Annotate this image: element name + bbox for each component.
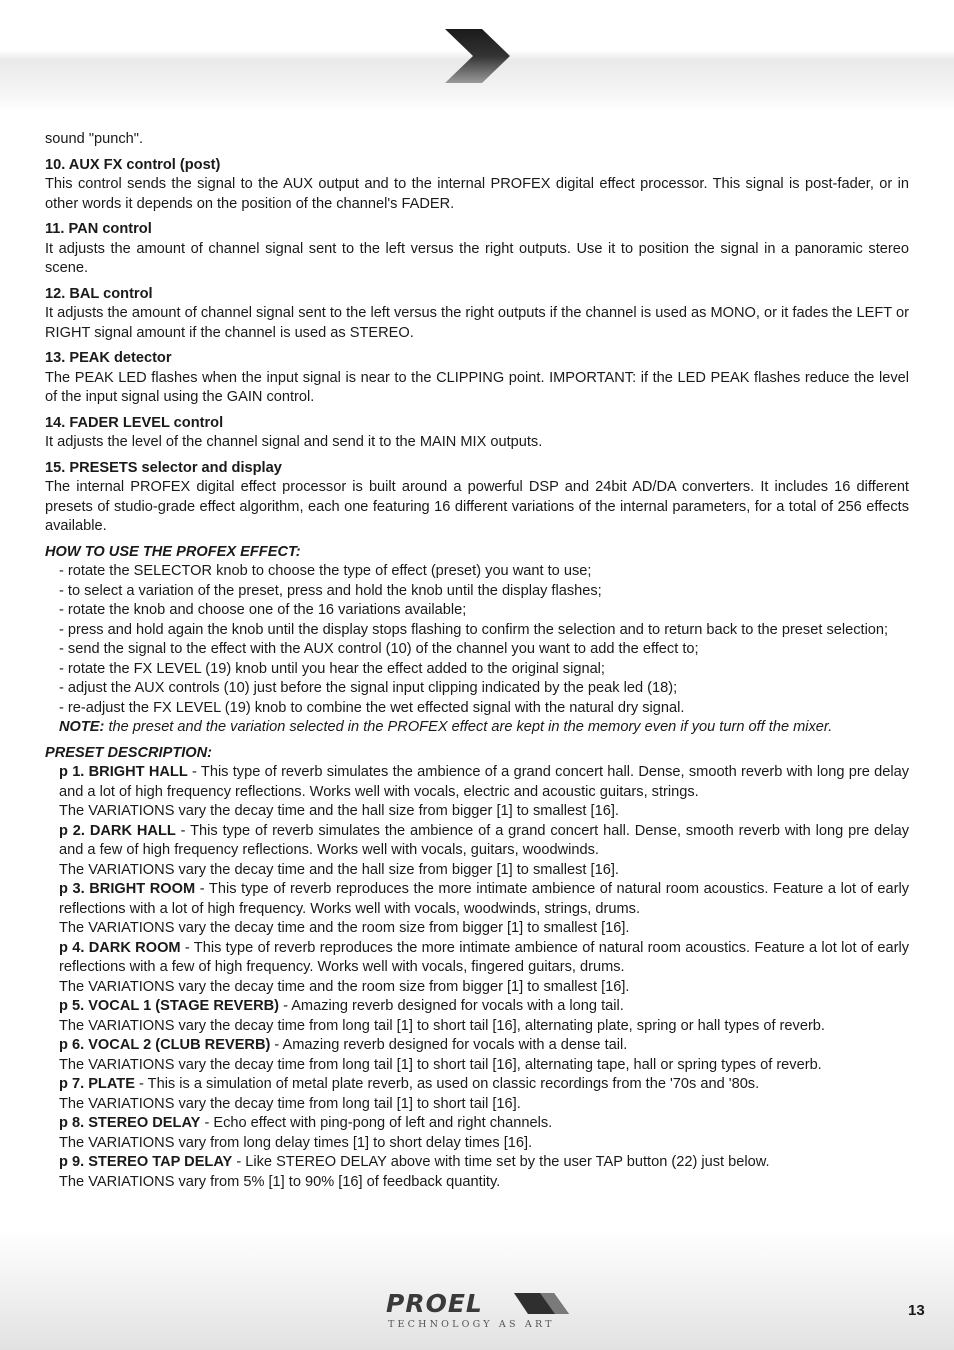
section-title: 13. PEAK detector: [45, 350, 172, 366]
preset-item: [59, 997, 909, 1017]
note-label: NOTE:: [59, 719, 105, 735]
howto-note: [59, 718, 909, 738]
section-title: 14. FADER LEVEL control: [45, 414, 224, 431]
section-title: 15. PRESETS selector and display: [45, 459, 282, 476]
preset-list: [45, 763, 909, 1192]
preset-variations: The VARIATIONS vary the decay time and the room size from bigger [1] to smallest [16].: [59, 978, 630, 995]
section-title: 11. PAN control: [45, 221, 152, 237]
howto-step: - adjust the AUX controls (10) just before the signal input clipping indicated by the peak led (18);: [59, 680, 678, 696]
preset-desc: - Like STEREO DELAY above with time set by the user TAP button (22) just below.: [232, 1154, 770, 1170]
section-title: 10. AUX FX control (post): [45, 156, 221, 173]
note-text: the preset and the variation selected in the PROFEX effect are kept in the memory even if you turn off the mixer.: [104, 719, 833, 735]
logo-word: PROEL: [386, 1289, 483, 1318]
howto-step: - rotate the knob and choose one of the 16 variations available;: [59, 602, 467, 618]
proel-logo: [386, 1290, 570, 1332]
preset-variations: The VARIATIONS vary the decay time from long tail [1] to short tail [16], alternating tape, hall or spring types of reverb.: [59, 1056, 822, 1073]
preset-item: [59, 1075, 909, 1095]
howto-step: - re-adjust the FX LEVEL (19) knob to combine the wet effected signal with the natural dry signal.: [59, 699, 685, 716]
howto-title: HOW TO USE THE PROFEX EFFECT:: [45, 543, 301, 560]
preset-name: p 6. VOCAL 2 (CLUB REVERB): [59, 1037, 271, 1053]
preset-desc: - This type of reverb reproduces the more intimate ambience of natural room acoustics. Feature a lot of early reflections with a lot of high frequency. Works well with vocals, woodwinds, strings, drums.: [59, 881, 909, 917]
section-body: This control sends the signal to the AUX output and to the internal PROFEX digital effect processor. This signal is post-fader, or in other words it depends on the position of the channel's FADER.: [45, 176, 909, 212]
section-body: It adjusts the level of the channel signal and send it to the MAIN MIX outputs.: [45, 434, 543, 450]
howto-step: - send the signal to the effect with the AUX control (10) of the channel you want to add the effect to;: [59, 641, 699, 657]
preset-desc: - Amazing reverb designed for vocals with a long tail.: [279, 998, 624, 1014]
preset-desc: - Echo effect with ping-pong of left and right channels.: [200, 1115, 553, 1131]
section-body: The internal PROFEX digital effect processor is built around a powerful DSP and 24bit AD/DA converters. It includes 16 different presets of studio-grade effect algorithm, each one featuring 16 different variations of the internal parameters, for a total of 256 effects available.: [45, 479, 909, 534]
preset-name: p 8. STEREO DELAY: [59, 1115, 201, 1131]
preset-item: [59, 1153, 909, 1173]
page-content: [45, 130, 909, 1192]
preset-variations: The VARIATIONS vary the decay time and the room size from bigger [1] to smallest [16].: [59, 920, 630, 936]
section-title: 12. BAL control: [45, 285, 153, 302]
intro-line: sound "punch".: [45, 131, 143, 147]
howto-step: - to select a variation of the preset, press and hold the knob until the display flashes;: [59, 582, 602, 599]
howto-steps: [45, 562, 909, 738]
preset-item: [59, 822, 909, 861]
logo-tagline: TECHNOLOGY AS ART: [388, 1319, 555, 1330]
preset-name: p 9. STEREO TAP DELAY: [59, 1154, 233, 1170]
logo-arrow-icon: [514, 1293, 570, 1315]
preset-item: [59, 1036, 909, 1056]
preset-name: p 5. VOCAL 1 (STAGE REVERB): [59, 998, 280, 1014]
presets-title: PRESET DESCRIPTION:: [45, 744, 213, 761]
preset-variations: The VARIATIONS vary the decay time from long tail [1] to short tail [16], alternating plate, spring or hall types of reverb.: [59, 1017, 825, 1034]
preset-item: [59, 763, 909, 802]
preset-item: [59, 880, 909, 919]
section-body: It adjusts the amount of channel signal sent to the left versus the right outputs. Use it to position the signal in a panoramic stereo scene.: [45, 240, 909, 276]
preset-variations: The VARIATIONS vary from long delay times [1] to short delay times [16].: [59, 1134, 533, 1151]
preset-desc: - This type of reverb simulates the ambience of a grand concert hall. Dense, smooth reverb with long pre delay and a few of high frequency reflections. Works well with vocals, guitars, woodwinds.: [59, 822, 909, 858]
preset-variations: The VARIATIONS vary the decay time and the hall size from bigger [1] to smallest [16].: [59, 861, 619, 878]
preset-item: [59, 1114, 909, 1134]
preset-desc: - This type of reverb reproduces the more intimate ambience of natural room acoustics. Feature a lot lot of early reflections with a few of high frequency. Works well with vocals, fingered guitars, drums.: [59, 939, 909, 975]
preset-item: [59, 939, 909, 978]
page-number: 13: [908, 1302, 925, 1319]
section-body: The PEAK LED flashes when the input signal is near to the CLIPPING point. IMPORTANT: if the LED PEAK flashes reduce the level of the input signal using the GAIN control.: [45, 369, 909, 405]
howto-step: - rotate the SELECTOR knob to choose the type of effect (preset) you want to use;: [59, 563, 592, 579]
howto-step: - press and hold again the knob until the display stops flashing to confirm the selection and to return back to the preset selection;: [59, 621, 889, 638]
preset-variations: The VARIATIONS vary from 5% [1] to 90% [16] of feedback quantity.: [59, 1173, 501, 1190]
preset-variations: The VARIATIONS vary the decay time from long tail [1] to short tail [16].: [59, 1095, 521, 1112]
howto-step: - rotate the FX LEVEL (19) knob until you hear the effect added to the original signal;: [59, 660, 605, 677]
preset-desc: - Amazing reverb designed for vocals with a dense tail.: [270, 1037, 628, 1053]
section-body: It adjusts the amount of channel signal sent to the left versus the right outputs if the channel is used as MONO, or it fades the LEFT or RIGHT signal amount if the channel is used as STEREO.: [45, 305, 909, 341]
preset-name: p 4. DARK ROOM: [59, 939, 181, 956]
preset-name: p 7. PLATE: [59, 1076, 135, 1092]
preset-name: p 1. BRIGHT HALL: [59, 764, 188, 780]
preset-desc: - This type of reverb simulates the ambience of a grand concert hall. Dense, smooth reverb with long pre delay and a lot of high frequency reflections. Works well with vocals, electric and acoustic guitars, strings.: [59, 764, 909, 800]
preset-name: p 2. DARK HALL: [59, 822, 176, 839]
preset-desc: - This is a simulation of metal plate reverb, as used on classic recordings from the '70s and '80s.: [134, 1076, 760, 1092]
preset-name: p 3. BRIGHT ROOM: [59, 881, 196, 897]
chevron-right-icon: [440, 27, 512, 85]
preset-variations: The VARIATIONS vary the decay time and the hall size from bigger [1] to smallest [16].: [59, 803, 619, 819]
